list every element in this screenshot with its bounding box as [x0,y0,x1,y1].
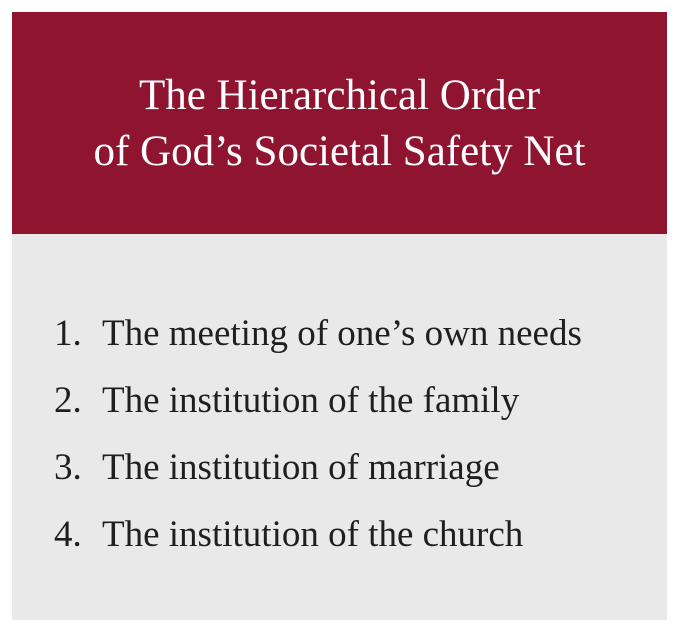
list-item-text: The meeting of one’s own needs [102,313,582,354]
list-item-number: 3. [54,447,82,488]
list-item-number: 2. [54,380,82,421]
safety-net-card [12,12,667,620]
title-line-1: The Hierarchical Order [138,72,541,119]
list-item-number: 4. [54,514,82,555]
list-item-text: The institution of the church [102,514,524,555]
list-item-number: 1. [54,313,82,354]
title-line-2: of God’s Societal Safety Net [93,128,586,175]
card-header [12,12,667,234]
list-item-text: The institution of the family [102,380,520,421]
list-item-text: The institution of marriage [102,447,500,488]
